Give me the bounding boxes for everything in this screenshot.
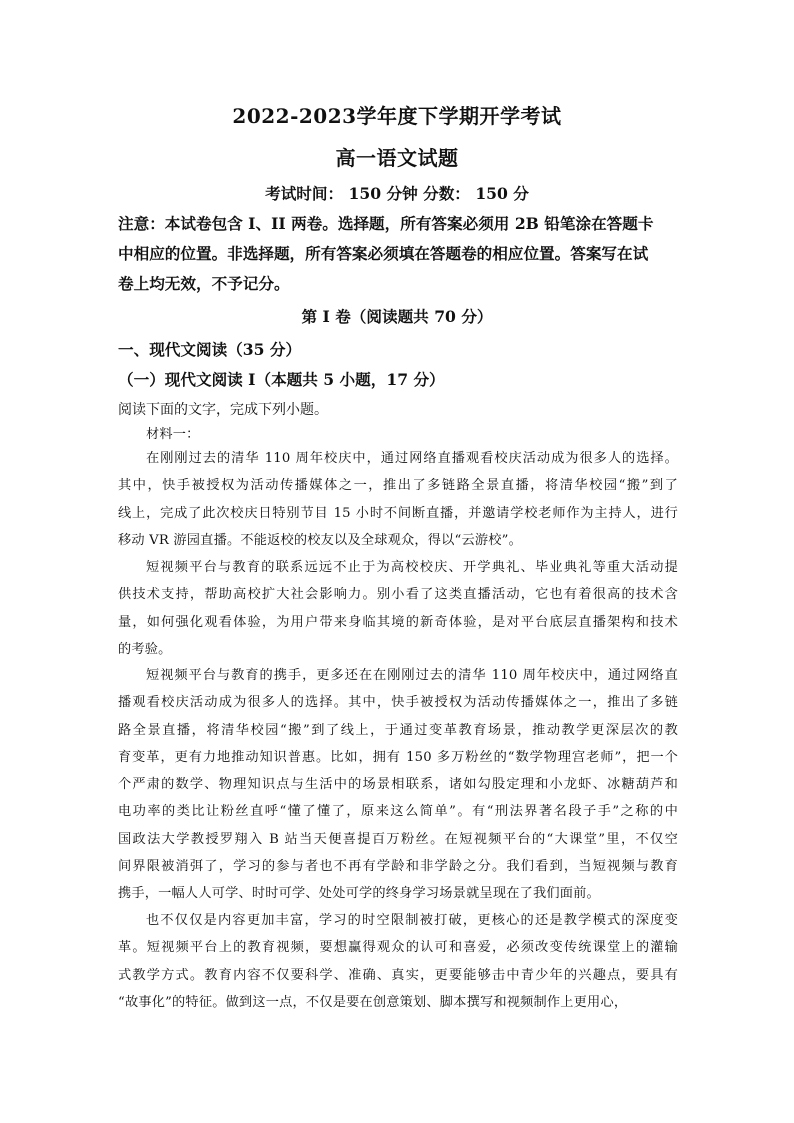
paragraph-line: 国政法大学教授罗翔入 B 站当天便喜提百万粉丝。在短视频平台的“大课堂”里，不仅空 (118, 831, 678, 847)
paragraph-line: 供技术支持，帮助高校扩大社会影响力。别小看了这类直播活动，它也有着很高的技术含 (118, 587, 678, 603)
paragraph-line: 其中，快手被授权为活动传播媒体之一，推出了多链路全景直播，将清华校园“搬”到了 (118, 478, 678, 494)
paragraph-line: 在刚刚过去的清华 110 周年校庆中，通过网络直播观看校庆活动成为很多人的选择。 (146, 451, 678, 466)
material-label: 材料一： (146, 427, 200, 442)
paragraph-line: 移动 VR 游园直播。不能返校的校友以及全球观众，得以“云游校”。 (118, 532, 522, 548)
paragraph-line: 线上，完成了此次校庆日特别节目 15 小时不间断直播，并邀请学校老师作为主持人，进行 (118, 505, 678, 521)
paragraph-line: 间界限被消弭了，学习的参与者也不再有学龄和非学龄之分。我们看到，当短视频与教育 (118, 859, 678, 875)
exam-info: 考试时间： 150 分钟 分数： 150 分 (265, 184, 529, 203)
paragraph-line: 育变革，更有力地推动知识普惠。比如，拥有 150 多万粉丝的“数学物理宫老师”，把一个 (118, 749, 678, 765)
paragraph-4 (118, 914, 678, 1023)
volume-heading: 第 I 卷（阅读题共 70 分） (301, 307, 493, 326)
paragraph-line: 携手，一幅人人可学、时时可学、处处可学的终身学习场景就呈现在了我们面前。 (118, 886, 600, 902)
paragraph-line: 短视频平台与教育的携手，更多还在在刚刚过去的清华 110 周年校庆中，通过网络直 (146, 668, 678, 683)
notice-line-3: 卷上均无效，不予记分。 (118, 274, 290, 293)
paragraph-1 (118, 452, 678, 561)
notice-line-1: 注意：本试卷包含 I、II 两卷。选择题，所有答案必须用 2B 铅笔涂在答题卡 (118, 214, 654, 233)
paragraph-line: “故事化”的特征。做到这一点，不仅是要在创意策划、脚本撰写和视频制作上更用心， (118, 994, 628, 1010)
notice-line-2: 中相应的位置。非选择题，所有答案必须填在答题卷的相应位置。答案写在试 (118, 244, 649, 263)
reading-instruction: 阅读下面的文字，完成下列小题。 (118, 402, 328, 418)
exam-title: 2022-2023学年度下学期开学考试 (232, 104, 562, 128)
part-heading: 一、现代文阅读（35 分） (118, 340, 302, 359)
paragraph-2 (118, 561, 678, 670)
paragraph-line: 也不仅仅是内容更加丰富，学习的时空限制被打破，更核心的还是教学模式的深度变 (146, 913, 678, 928)
paragraph-line: 的考验。 (118, 641, 172, 657)
paragraph-line: 个严肃的数学、物理知识点与生活中的场景相联系，诸如勾股定理和小龙虾、冰糖葫芦和 (118, 777, 678, 793)
subpart-heading: （一）现代文阅读 I（本题共 5 小题，17 分） (118, 370, 445, 389)
paragraph-line: 电功率的类比让粉丝直呼“懂了懂了，原来这么简单”。有“刑法界著名段子手”之称的中 (118, 804, 678, 820)
paragraph-line: 革。短视频平台上的教育视频，要想赢得观众的认可和喜爱，必须改变传统课堂上的灌输 (118, 940, 678, 956)
paragraph-line: 式教学方式。教育内容不仅要科学、准确、真实，更要能够击中青少年的兴趣点，要具有 (118, 967, 678, 983)
paragraph-line: 短视频平台与教育的联系远远不止于为高校校庆、开学典礼、毕业典礼等重大活动提 (146, 560, 678, 575)
exam-subtitle: 高一语文试题 (335, 146, 459, 170)
paragraph-line: 量，如何强化观看体验，为用户带来身临其境的新奇体验，是对平台底层直播架构和技术 (118, 614, 678, 630)
paragraph-3 (118, 669, 678, 915)
paragraph-line: 路全景直播，将清华校园“搬”到了线上，于通过变革教育场景，推动教学更深层次的教 (118, 722, 678, 738)
paragraph-line: 播观看校庆活动成为很多人的选择。其中，快手被授权为活动传播媒体之一，推出了多链 (118, 695, 678, 711)
